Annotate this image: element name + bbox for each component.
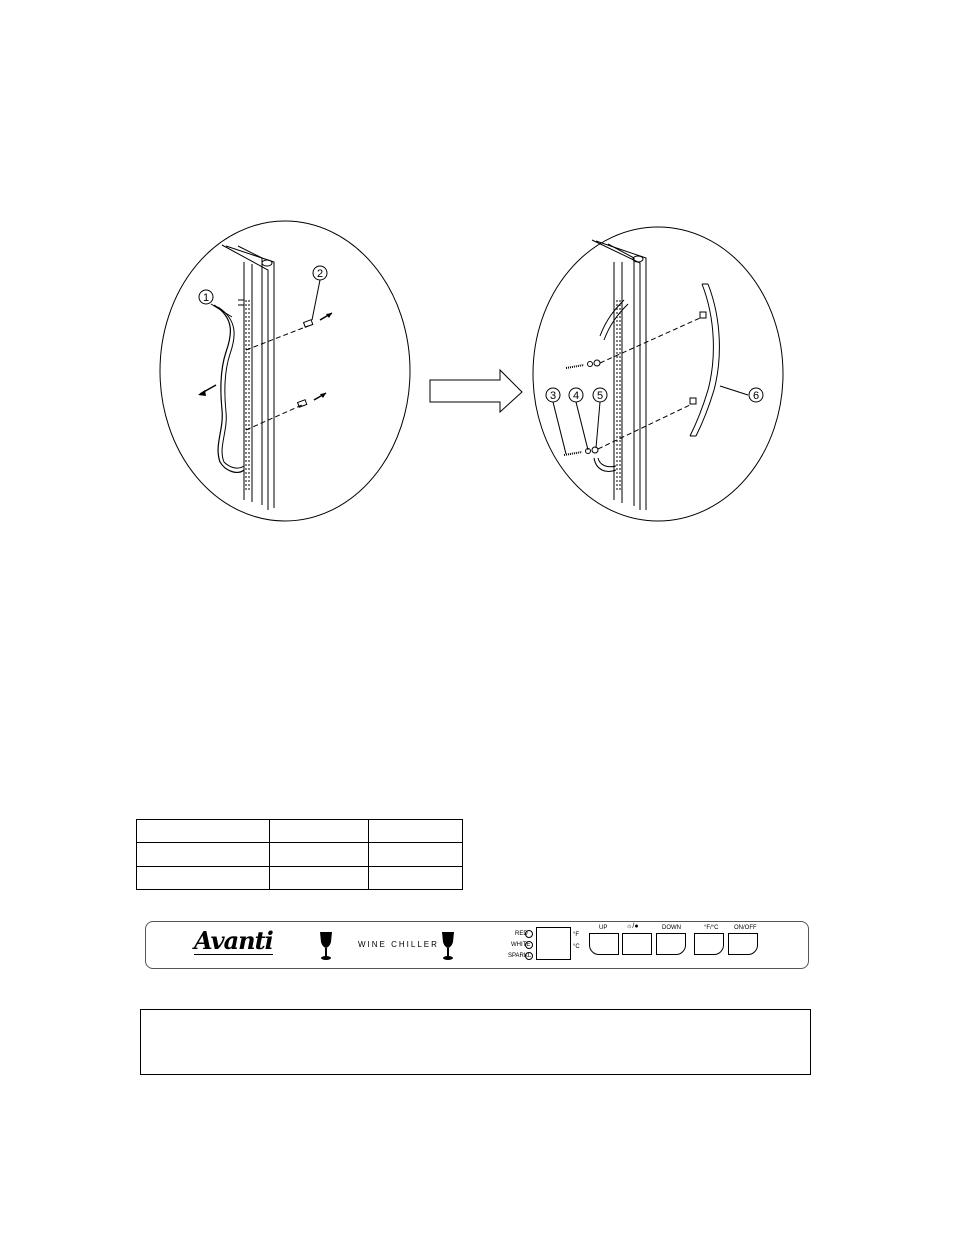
callout-1: 1 <box>202 292 210 304</box>
wine-glass-icon <box>440 930 456 962</box>
light-button[interactable] <box>622 933 652 955</box>
product-label: WINE CHILLER <box>358 940 439 949</box>
indicator-sparkling-light <box>525 952 533 960</box>
table-row <box>137 866 463 889</box>
table-row <box>137 820 463 843</box>
callout-4: 4 <box>572 390 580 402</box>
indicator-red-light <box>525 930 533 938</box>
table-cell <box>369 820 463 843</box>
wine-glass-icon <box>318 930 334 962</box>
callout-5: 5 <box>596 390 604 402</box>
unit-fahrenheit: °F <box>573 932 580 938</box>
table-cell <box>369 843 463 866</box>
detail-circle-remove-handle <box>160 221 410 521</box>
up-button[interactable] <box>589 933 619 955</box>
callout-2: 2 <box>316 268 324 280</box>
indicator-white-label: WHITE <box>511 942 531 948</box>
light-button-label: ☼/● <box>626 923 639 930</box>
unit-celsius: °C <box>573 944 580 950</box>
indicator-white-light <box>525 941 533 949</box>
table-cell <box>137 866 270 889</box>
arrow-right-icon <box>430 370 522 412</box>
brand-logo: Avanti <box>194 926 273 955</box>
indicator-sparkling-label: SPARKL <box>508 953 532 959</box>
note-box <box>140 1009 811 1075</box>
table-cell <box>269 866 369 889</box>
unit-toggle-button-label: °F/°C <box>704 925 719 931</box>
table-cell <box>269 843 369 866</box>
table-cell <box>137 820 270 843</box>
unit-toggle-button[interactable] <box>694 933 724 955</box>
control-panel <box>145 921 809 969</box>
table-cell <box>269 820 369 843</box>
up-button-label: UP <box>599 925 608 931</box>
down-button-label: DOWN <box>662 925 681 931</box>
power-button-label: ON/OFF <box>734 925 757 931</box>
indicator-red-label: RED <box>515 931 528 937</box>
detail-circle-install-handle <box>533 227 783 521</box>
table-row <box>137 843 463 866</box>
door-handle-diagram <box>0 0 954 560</box>
down-button[interactable] <box>656 933 686 955</box>
temperature-display <box>536 927 571 960</box>
callout-3: 3 <box>549 390 557 402</box>
power-button[interactable] <box>728 933 758 955</box>
callout-6: 6 <box>752 390 760 402</box>
table-cell <box>369 866 463 889</box>
table-cell <box>137 843 270 866</box>
spec-table <box>136 819 463 890</box>
